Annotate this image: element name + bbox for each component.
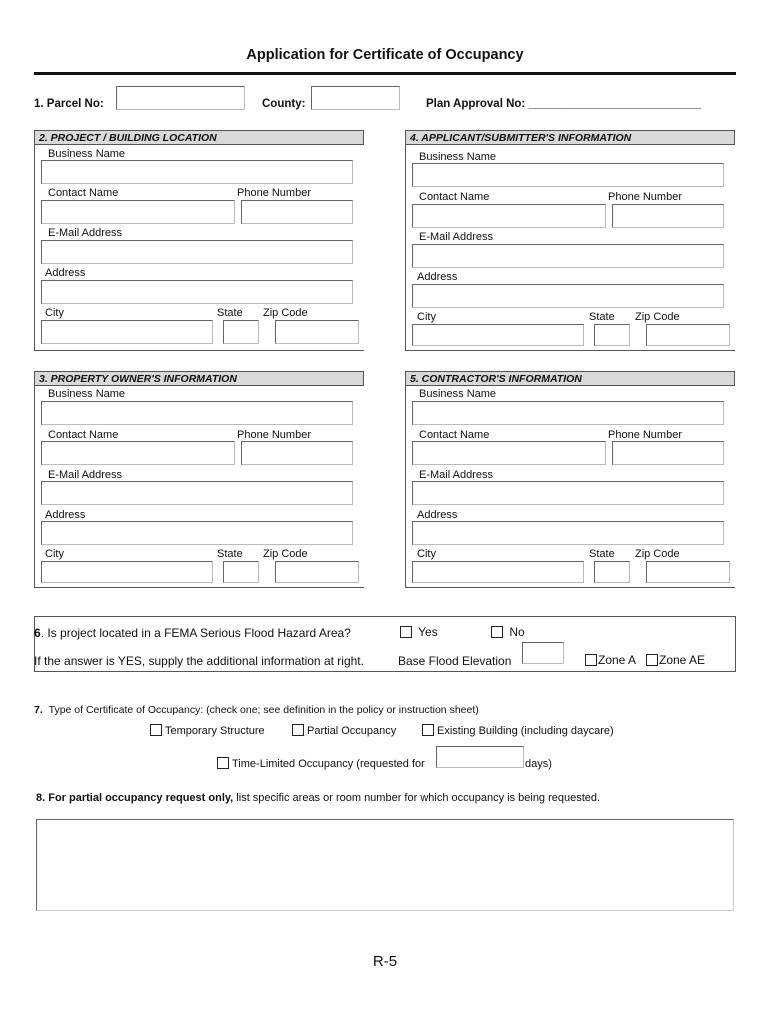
temporary-checkbox[interactable] — [150, 724, 162, 736]
zip-label: Zip Code — [263, 307, 308, 319]
contact-name-input[interactable] — [41, 200, 235, 224]
address-input[interactable] — [41, 521, 353, 545]
q8-text — [36, 792, 600, 804]
existing-checkbox[interactable] — [422, 724, 434, 736]
zone-a-checkbox[interactable] — [585, 654, 597, 666]
phone-number-label: Phone Number — [608, 429, 682, 441]
business-name-label: Business Name — [48, 388, 126, 400]
phone-number-input[interactable] — [241, 441, 353, 465]
business-name-input[interactable] — [41, 160, 353, 184]
phone-number-input[interactable] — [241, 200, 353, 224]
state-input[interactable] — [223, 561, 259, 583]
no-label: No — [509, 625, 525, 639]
partial-label: Partial Occupancy — [307, 725, 397, 737]
contact-name-input[interactable] — [412, 204, 606, 228]
phone-number-input[interactable] — [612, 441, 724, 465]
days-label: days) — [525, 758, 552, 770]
contact-name-input[interactable] — [41, 441, 235, 465]
q8-bold: 8. For partial occupancy request only, — [36, 792, 234, 804]
phone-number-label: Phone Number — [237, 429, 311, 441]
temporary-label: Temporary Structure — [165, 725, 265, 737]
county-label: County: — [262, 98, 306, 110]
base-flood-input[interactable] — [522, 642, 564, 664]
state-label: State — [589, 548, 615, 560]
flood-question-text — [34, 626, 351, 640]
city-label: City — [45, 307, 64, 319]
state-label: State — [589, 311, 615, 323]
time-limited-option[interactable] — [217, 757, 425, 770]
county-input[interactable] — [311, 86, 400, 110]
zip-label: Zip Code — [635, 548, 680, 560]
section-heading: 4. APPLICANT/SUBMITTER'S INFORMATION — [406, 130, 735, 145]
q6-number: 6 — [34, 626, 41, 640]
base-flood-label: Base Flood Elevation — [398, 654, 512, 668]
city-label: City — [417, 311, 436, 323]
yes-checkbox[interactable] — [400, 626, 412, 638]
flood-followup-text: If the answer is YES, supply the additional information at right. — [34, 654, 364, 668]
q8-rest: list specific areas or room number for which occupancy is being requested. — [233, 792, 601, 804]
state-input[interactable] — [594, 324, 630, 346]
email-label: E-Mail Address — [419, 469, 493, 481]
property-owner-section — [34, 371, 364, 588]
business-name-input[interactable] — [412, 163, 724, 187]
business-name-input[interactable] — [41, 401, 353, 425]
business-name-label: Business Name — [419, 388, 497, 400]
email-label: E-Mail Address — [419, 231, 493, 243]
address-input[interactable] — [412, 521, 724, 545]
existing-label: Existing Building (including daycare) — [437, 725, 614, 737]
q6-question: . Is project located in a FEMA Serious Flood Hazard Area? — [40, 626, 351, 640]
business-name-input[interactable] — [412, 401, 724, 425]
contact-name-input[interactable] — [412, 441, 606, 465]
section-heading: 2. PROJECT / BUILDING LOCATION — [35, 130, 364, 145]
address-label: Address — [45, 509, 86, 521]
yes-label: Yes — [418, 625, 438, 639]
existing-building-option[interactable] — [422, 724, 614, 737]
state-label: State — [217, 307, 243, 319]
partial-occupancy-areas-textarea[interactable] — [36, 819, 734, 911]
email-input[interactable] — [41, 240, 353, 264]
section-heading: 3. PROPERTY OWNER'S INFORMATION — [35, 371, 364, 386]
email-label: E-Mail Address — [48, 469, 122, 481]
zone-a-option[interactable] — [585, 653, 636, 667]
address-input[interactable] — [41, 280, 353, 304]
q7-question: Type of Certificate of Occupancy: (check one; see definition in the policy or instruction sheet) — [48, 704, 479, 716]
city-input[interactable] — [41, 320, 213, 344]
form-title: Application for Certificate of Occupancy — [246, 47, 524, 63]
zip-input[interactable] — [275, 561, 359, 583]
state-label: State — [217, 548, 243, 560]
city-input[interactable] — [412, 561, 584, 583]
zone-a-label: Zone A — [598, 653, 637, 667]
email-label: E-Mail Address — [48, 227, 122, 239]
contact-name-label: Contact Name — [419, 191, 490, 203]
address-input[interactable] — [412, 284, 724, 308]
contact-name-label: Contact Name — [48, 187, 119, 199]
phone-number-label: Phone Number — [608, 191, 682, 203]
zip-input[interactable] — [275, 320, 359, 344]
q7-text — [34, 704, 479, 716]
address-label: Address — [417, 509, 458, 521]
address-label: Address — [45, 267, 86, 279]
partial-checkbox[interactable] — [292, 724, 304, 736]
city-label: City — [45, 548, 64, 560]
city-input[interactable] — [412, 324, 584, 346]
contractor-section — [405, 371, 735, 588]
applicant-section — [405, 130, 735, 351]
days-input[interactable] — [436, 746, 524, 768]
zone-ae-option[interactable] — [646, 653, 705, 667]
page-number: R-5 — [372, 953, 398, 970]
email-input[interactable] — [412, 244, 724, 268]
title-rule — [34, 72, 736, 75]
flood-no-option[interactable] — [491, 625, 525, 639]
city-input[interactable] — [41, 561, 213, 583]
partial-occupancy-option[interactable] — [292, 724, 396, 737]
zip-input[interactable] — [646, 561, 730, 583]
contact-name-label: Contact Name — [48, 429, 119, 441]
state-input[interactable] — [223, 320, 259, 344]
time-limited-label: Time-Limited Occupancy (requested for — [232, 758, 425, 770]
phone-number-input[interactable] — [612, 204, 724, 228]
business-name-label: Business Name — [48, 148, 126, 160]
city-label: City — [417, 548, 436, 560]
flood-yes-option[interactable] — [400, 625, 438, 639]
address-label: Address — [417, 271, 458, 283]
email-input[interactable] — [41, 481, 353, 505]
zip-label: Zip Code — [263, 548, 308, 560]
state-input[interactable] — [594, 561, 630, 583]
time-limited-checkbox[interactable] — [217, 757, 229, 769]
contact-name-label: Contact Name — [419, 429, 490, 441]
project-location-section — [34, 130, 364, 351]
zip-input[interactable] — [646, 324, 730, 346]
temporary-structure-option[interactable] — [150, 724, 265, 737]
zone-ae-label: Zone AE — [659, 653, 706, 667]
phone-number-label: Phone Number — [237, 187, 311, 199]
section-heading: 5. CONTRACTOR'S INFORMATION — [406, 371, 735, 386]
parcel-label: 1. Parcel No: — [34, 98, 104, 110]
business-name-label: Business Name — [419, 151, 497, 163]
zip-label: Zip Code — [635, 311, 680, 323]
plan-approval-label: Plan Approval No: ___________________________ — [426, 98, 702, 110]
q7-number: 7. — [34, 704, 43, 716]
email-input[interactable] — [412, 481, 724, 505]
parcel-input[interactable] — [116, 86, 245, 110]
no-checkbox[interactable] — [491, 626, 503, 638]
zone-ae-checkbox[interactable] — [646, 654, 658, 666]
